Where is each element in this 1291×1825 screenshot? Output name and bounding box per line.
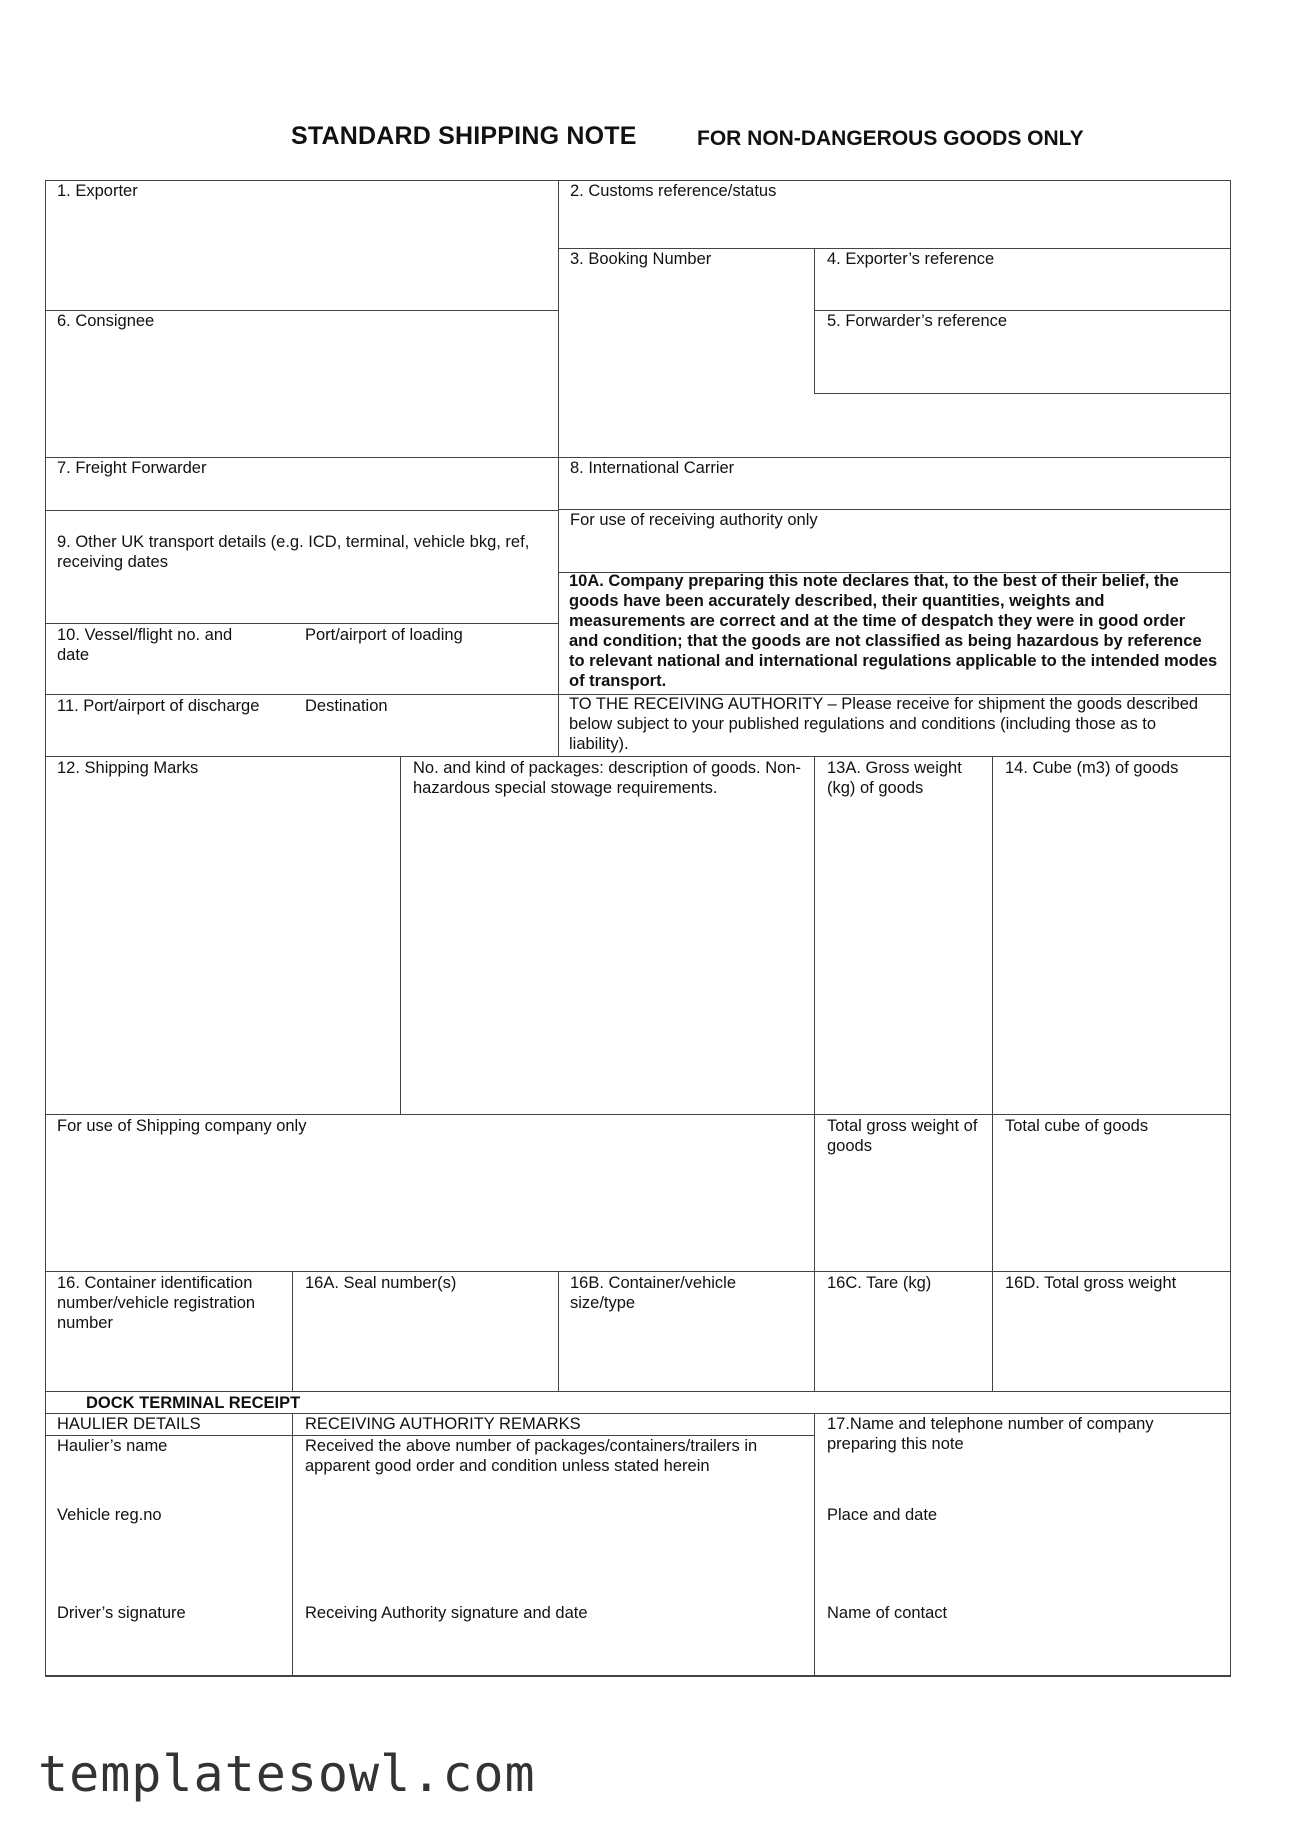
line-h-1391	[45, 1391, 1231, 1392]
haulier-details-heading: HAULIER DETAILS	[57, 1415, 201, 1433]
form-subtitle: FOR NON-DANGEROUS GOODS ONLY	[697, 127, 1084, 150]
place-and-date-label: Place and date	[827, 1506, 938, 1524]
name-of-contact-label: Name of contact	[827, 1604, 948, 1622]
packages-description-label: No. and kind of packages: description of goods. Non-hazardous special stowage requirements.	[413, 759, 801, 797]
total-gross-weight-label: Total gross weight of goods	[827, 1117, 978, 1155]
divider-seal	[558, 1271, 559, 1391]
exporters-reference-label: 4. Exporter’s reference	[827, 250, 995, 268]
freight-forwarder-label: 7. Freight Forwarder	[57, 459, 207, 477]
port-of-loading-label: Port/airport of loading	[305, 626, 463, 644]
divider-shipping-marks	[400, 756, 401, 1114]
port-of-discharge-label: 11. Port/airport of discharge	[57, 697, 260, 715]
receiving-authority-use-label: For use of receiving authority only	[570, 511, 818, 529]
divider-haulier	[292, 1413, 293, 1676]
total-gross-weight-16d-label: 16D. Total gross weight	[1005, 1274, 1177, 1292]
line-h-756	[45, 756, 1231, 757]
vehicle-reg-label: Vehicle reg.no	[57, 1506, 162, 1524]
watermark: templatesowl.com	[38, 1745, 536, 1803]
divider-cube	[992, 756, 993, 1391]
drivers-signature-label: Driver’s signature	[57, 1604, 186, 1622]
form-title: STANDARD SHIPPING NOTE	[291, 122, 637, 150]
border-right	[1230, 180, 1231, 1676]
customs-reference-label: 2. Customs reference/status	[570, 182, 777, 200]
line-h-1114	[45, 1114, 1231, 1115]
gross-weight-label: 13A. Gross weight (kg) of goods	[827, 759, 962, 797]
international-carrier-label: 8. International Carrier	[570, 459, 735, 477]
receiving-authority-notice: TO THE RECEIVING AUTHORITY – Please receive for shipment the goods described below subject to your published regulations and conditions (including those as to liability).	[569, 695, 1199, 753]
remarks-heading: RECEIVING AUTHORITY REMARKS	[305, 1415, 581, 1433]
container-size-label: 16B. Container/vehicle size/type	[570, 1274, 737, 1312]
border-left	[45, 180, 46, 1676]
company-name-phone-label: 17.Name and telephone number of company preparing this note	[827, 1415, 1154, 1453]
vessel-flight-label: 10. Vessel/flight no. and date	[57, 626, 233, 664]
declaration-10a: 10A. Company preparing this note declares that, to the best of their belief, the goods have been accurately described, their quantities, weights and measurements are correct and at the time of despatch they were in good order and condition; that the goods are not classified as being hazardous by reference to relevant national and international regulations applicable to the intended modes of transport.	[569, 572, 1218, 690]
dock-receipt-heading: DOCK TERMINAL RECEIPT	[86, 1394, 301, 1412]
line-h-393	[814, 393, 1231, 394]
consignee-label: 6. Consignee	[57, 312, 155, 330]
authority-signature-label: Receiving Authority signature and date	[305, 1604, 588, 1622]
forwarders-reference-label: 5. Forwarder’s reference	[827, 312, 1008, 330]
shipping-company-use-label: For use of Shipping company only	[57, 1117, 307, 1135]
seal-numbers-label: 16A. Seal number(s)	[305, 1274, 457, 1292]
other-uk-transport-label: 9. Other UK transport details (e.g. ICD, terminal, vehicle bkg, ref, receiving dates	[57, 533, 530, 571]
border-bottom	[45, 1675, 1231, 1677]
shipping-marks-label: 12. Shipping Marks	[57, 759, 199, 777]
hauliers-name-label: Haulier’s name	[57, 1437, 168, 1455]
divider-gross-weight	[814, 756, 815, 1391]
divider-center	[558, 180, 559, 757]
booking-number-label: 3. Booking Number	[570, 250, 712, 268]
cube-label: 14. Cube (m3) of goods	[1005, 759, 1179, 777]
divider-right-top	[814, 248, 815, 393]
divider-container-id	[292, 1271, 293, 1391]
line-h-510	[45, 510, 559, 511]
destination-label: Destination	[305, 697, 388, 715]
container-id-label: 16. Container identification number/vehicle registration number	[57, 1274, 256, 1332]
line-h-1271	[45, 1271, 1231, 1272]
line-h-623	[45, 623, 559, 624]
tare-label: 16C. Tare (kg)	[827, 1274, 932, 1292]
exporter-label: 1. Exporter	[57, 182, 138, 200]
total-cube-label: Total cube of goods	[1005, 1117, 1149, 1135]
remarks-text: Received the above number of packages/containers/trailers in apparent good order and condition unless stated herein	[305, 1437, 758, 1475]
divider-remarks	[814, 1413, 815, 1676]
